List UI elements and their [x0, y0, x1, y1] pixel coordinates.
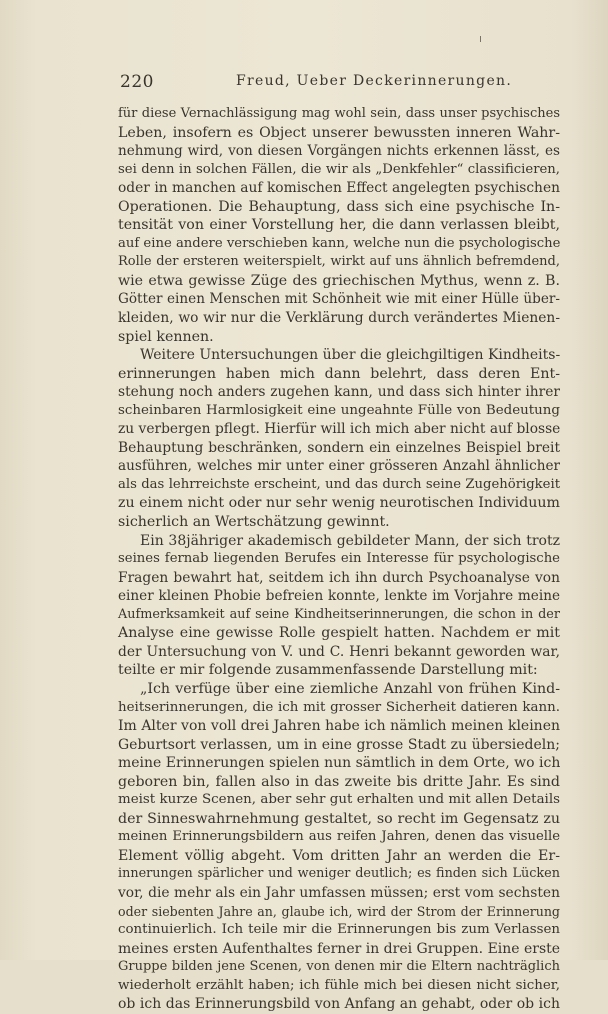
text-line: oder siebenten Jahre an, glaube ich, wird der Strom der Erinnerung — [118, 903, 560, 919]
text-line: Fragen bewahrt hat, seitdem ich ihn durch Psychoanalyse von — [118, 569, 560, 586]
text-line: spiel kennen. — [118, 328, 214, 345]
text-line: heitserinnerungen, die ich mit grosser Sicherheit datieren kann. — [118, 699, 560, 715]
text-line: der Sinneswahrnehmung gestaltet, so recht im Gegensatz zu — [118, 810, 560, 827]
text-line: zu verbergen pflegt. Hierfür will ich mich aber nicht auf blosse — [118, 421, 561, 438]
text-line: innerungen spärlicher und weniger deutlich; es finden sich Lücken — [118, 866, 560, 882]
text-line: ausführen, welches mir unter einer grösseren Anzahl ähnlicher — [118, 458, 560, 475]
text-line: meist kurze Scenen, aber sehr gut erhalten und mit allen Details — [118, 792, 560, 808]
text-line: geboren bin, fallen also in das zweite bis dritte Jahr. Es sind — [118, 773, 560, 790]
text-line: als das lehrreichste erscheint, und das durch seine Zugehörigkeit — [118, 476, 560, 492]
text-line: teilte er mir folgende zusammenfassende Darstellung mit: — [118, 662, 538, 679]
text-line: Geburtsort verlassen, um in eine grosse Stadt zu übersiedeln; — [118, 736, 560, 753]
text-line: meines ersten Aufenthaltes ferner in drei Gruppen. Eine erste — [118, 940, 561, 957]
text-line: Rolle der ersteren weiterspielt, wirkt auf uns ähnlich befremdend, — [118, 254, 560, 270]
text-line: erinnerungen haben mich dann belehrt, dass deren Ent- — [118, 365, 560, 382]
text-line: Im Alter von voll drei Jahren habe ich nämlich meinen kleinen — [118, 718, 560, 735]
body-text — [118, 105, 560, 1014]
text-line: Element völlig abgeht. Vom dritten Jahr an werden die Er- — [118, 847, 560, 864]
text-line: nehmung wird, von diesen Vorgängen nichts erkennen lässt, es — [118, 143, 560, 160]
running-title: Freud, Ueber Deckerinnerungen. — [236, 73, 513, 89]
text-line: Weitere Untersuchungen über die gleichgiltigen Kindheits- — [140, 347, 561, 364]
text-line: meine Erinnerungen spielen nun sämtlich in dem Orte, wo ich — [118, 755, 561, 772]
text-line: einer kleinen Phobie befreien konnte, lenkte im Vorjahre meine — [118, 588, 560, 605]
text-line: wiederholt erzählt haben; ich fühle mich bei diesen nicht sicher, — [118, 977, 560, 993]
page-number: 220 — [120, 72, 154, 92]
text-line: der Untersuchung von V. und C. Henri bekannt geworden war, — [118, 643, 560, 660]
text-line: scheinbaren Harmlosigkeit eine ungeahnte Fülle von Bedeutung — [118, 402, 560, 418]
text-line: Behauptung beschränken, sondern ein einzelnes Beispiel breit — [118, 439, 560, 456]
text-line: sei denn in solchen Fällen, die wir als „Denkfehler“ classificieren, — [118, 161, 560, 177]
text-line: für diese Vernachlässigung mag wohl sein, dass unser psychisches — [118, 106, 560, 121]
text-line: wie etwa gewisse Züge des griechischen Mythus, wenn z. B. — [118, 272, 560, 289]
text-line: kleiden, wo wir nur die Verklärung durch verändertes Mienen- — [118, 310, 560, 327]
paper-mark — [480, 36, 481, 42]
text-line: Operationen. Die Behauptung, dass sich eine psychische In- — [118, 198, 560, 215]
text-line: Leben, insofern es Object unserer bewussten inneren Wahr- — [118, 124, 560, 141]
text-line: Götter einen Menschen mit Schönheit wie mit einer Hülle über- — [118, 291, 560, 308]
running-head — [120, 72, 560, 92]
text-line: tensität von einer Vorstellung her, die dann verlassen bleibt, — [118, 217, 560, 234]
text-line: ob ich das Erinnerungsbild von Anfang an gehabt, oder ob ich — [118, 996, 560, 1013]
text-line: sicherlich an Wertschätzung gewinnt. — [118, 514, 390, 531]
text-line: Gruppe bilden jene Scenen, von denen mir die Eltern nachträglich — [118, 959, 560, 975]
text-line: zu einem nicht oder nur sehr wenig neurotischen Individuum — [118, 495, 560, 512]
text-line: auf eine andere verschieben kann, welche nun die psychologische — [118, 235, 561, 251]
text-line: continuierlich. Ich teile mir die Erinnerungen bis zum Verlassen — [118, 922, 560, 938]
text-line: seines fernab liegenden Berufes ein Interesse für psychologische — [118, 551, 560, 567]
text-line: stehung noch anders zugehen kann, und dass sich hinter ihrer — [118, 384, 560, 401]
text-line: meinen Erinnerungsbildern aus reifen Jahren, denen das visuelle — [118, 829, 560, 845]
text-line: Ein 38jähriger akademisch gebildeter Mann, der sich trotz — [140, 532, 560, 549]
text-line: Analyse eine gewisse Rolle gespielt hatten. Nachdem er mit — [118, 625, 560, 642]
text-line: „Ich verfüge über eine ziemliche Anzahl von frühen Kind- — [140, 680, 560, 697]
text-line: vor, die mehr als ein Jahr umfassen müssen; erst vom sechsten — [118, 884, 560, 901]
text-line: Aufmerksamkeit auf seine Kindheitserinnerungen, die schon in der — [118, 606, 560, 622]
text-line: oder in manchen auf komischen Effect angelegten psychischen — [118, 180, 560, 197]
